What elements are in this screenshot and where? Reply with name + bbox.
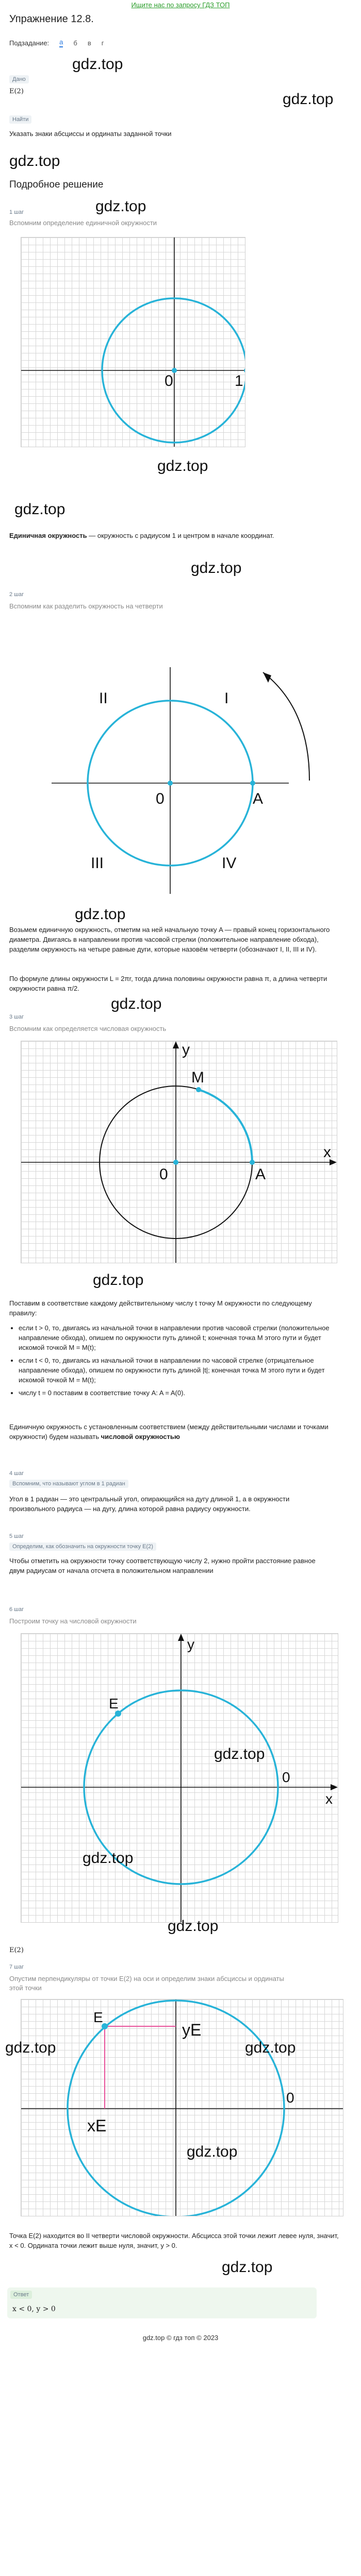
step-4-label: 4 шаг xyxy=(9,1470,24,1477)
watermark: gdz.top xyxy=(214,1745,265,1762)
find-label: Найти xyxy=(9,115,31,124)
step-7-hint: Опустим перпендикуляры от точки E(2) на оси и определим знаки абсциссы и ординаты этой точки xyxy=(9,1975,284,1992)
step-3-hint: Вспомним как определяется числовая окружность xyxy=(9,1025,167,1032)
watermark: gdz.top xyxy=(83,1850,134,1867)
conclusion-term: числовой окружностью xyxy=(101,1433,180,1440)
step-6-label: 6 шаг xyxy=(9,1606,24,1613)
zero-label: 0 xyxy=(286,2090,294,2106)
axis-zero-label: 0 xyxy=(165,372,173,389)
rule-bullet-negative: • если t < 0, то, двигаясь из начальной точки в направлении по часовой стрелке (отрицательное направление обхода), опишем по окружности путь длиной |t|; конечная точка M этого пути и будет искомой точкой M = M(t); xyxy=(19,1355,339,1385)
quarter-IV-label: IV xyxy=(222,855,237,872)
subtask-option-v[interactable]: в xyxy=(87,39,91,47)
point-e-svg xyxy=(21,1634,338,1922)
point-e-label: E xyxy=(109,1696,119,1711)
point-e-figure xyxy=(21,1633,338,1923)
zero-label: 0 xyxy=(159,1166,168,1183)
mark-point-text: Чтобы отметить на окружности точку соответствующую числу 2, нужно пройти расстояние равное двум радиусам от начала отсчета в положительном направлении xyxy=(9,1557,316,1574)
watermark: gdz.top xyxy=(157,457,208,474)
watermark: gdz.top xyxy=(245,2039,296,2056)
watermark: gdz.top xyxy=(93,1272,144,1289)
point-a xyxy=(250,1160,255,1165)
x-axis-arrow-icon xyxy=(331,1784,338,1790)
subtask-option-b[interactable]: б xyxy=(73,39,77,47)
numeric-circle-svg xyxy=(21,1041,337,1263)
step-4-pill: Вспомним, что называют углом в 1 радиан xyxy=(9,1480,128,1488)
watermark: gdz.top xyxy=(191,560,242,577)
point-a-label: A xyxy=(253,790,264,807)
step-5-pill: Определим, как обозначить на окружности точку E(2) xyxy=(9,1543,156,1551)
rule-list xyxy=(9,1323,339,1401)
unit-circle-definition xyxy=(9,531,319,540)
step-1-hint: Вспомним определение единичной окружности xyxy=(9,219,157,227)
subtask-selector xyxy=(9,38,104,47)
x-axis-label: x xyxy=(325,1791,333,1807)
projection-svg xyxy=(21,1999,343,2216)
subtask-option-a[interactable]: а xyxy=(59,38,63,47)
watermark: gdz.top xyxy=(283,91,334,108)
point-e-caption: E(2) xyxy=(9,1946,24,1954)
watermark: gdz.top xyxy=(111,995,162,1012)
step-2-label: 2 шаг xyxy=(9,591,24,598)
watermark: gdz.top xyxy=(9,152,60,170)
definition-text: — окружность с радиусом 1 и центром в начале координат. xyxy=(87,532,274,539)
conclusion-text: Единичную окружность с установленным соответствием (между действительными числами и точками окружности) будем называть xyxy=(9,1423,329,1440)
page-title: Упражнение 12.8. xyxy=(9,13,94,25)
rule-bullets xyxy=(9,1323,339,1398)
y-axis-label: y xyxy=(182,1041,190,1058)
quarter-I-label: I xyxy=(224,690,229,707)
origin-point xyxy=(168,781,173,786)
step-6-hint: Построим точку на числовой окружности xyxy=(9,1617,137,1625)
step-1-label: 1 шаг xyxy=(9,209,24,215)
quarters-svg xyxy=(41,626,340,894)
watermark: gdz.top xyxy=(95,198,146,215)
footer-text: gdz.top © гдз топ © 2023 xyxy=(142,2334,219,2342)
find-text: Указать знаки абсциссы и ординаты заданной точки xyxy=(9,130,172,138)
numeric-circle-figure xyxy=(21,1041,337,1263)
top-search-link[interactable]: Ищите нас по запросу ГДЗ ТОП xyxy=(131,1,230,9)
point-a-label: A xyxy=(255,1166,266,1183)
point-e-label: E xyxy=(93,2009,103,2025)
arc-path xyxy=(199,1090,252,1162)
watermark: gdz.top xyxy=(222,2259,273,2276)
watermark: gdz.top xyxy=(168,1918,219,1935)
watermark: gdz.top xyxy=(5,2039,56,2056)
radian-text: Угол в 1 радиан — это центральный угол, опирающийся на дугу длиной 1, а в окружности произвольного радиуса — на дугу, длина которой равна радиусу окружности. xyxy=(9,1495,290,1513)
point-m xyxy=(196,1087,201,1092)
x-axis-label: x xyxy=(323,1144,331,1161)
y-axis-arrow-icon xyxy=(173,1041,179,1048)
projection-figure xyxy=(21,1999,343,2216)
rule-intro: Поставим в соответствие каждому действительному числу t точку M окружности по следующему правилу: xyxy=(9,1299,312,1317)
point-m-label: M xyxy=(191,1069,204,1086)
point-a xyxy=(250,781,255,786)
watermark: gdz.top xyxy=(72,56,123,73)
quarter-III-label: III xyxy=(91,855,104,872)
quarters-paragraph: Возьмем единичную окружность, отметим на ней начальную точку A — правый конец горизонтального диаметра. Двигаясь в направлении против часовой стрелки (положительное направление обхода), разделим окружность на четыре равные дуги, которые назовём четверти (обозначают I, II, III и IV). xyxy=(9,926,330,953)
watermark: gdz.top xyxy=(187,2143,238,2160)
y-axis-label: y xyxy=(187,1636,194,1652)
quarters-formula: По формуле длины окружности L = 2πr, тогда длина половины окружности равна π, а длина четверти окружности равна π/2. xyxy=(9,975,327,992)
rule-bullet-positive: • если t > 0, то, двигаясь из начальной точки в направлении против часовой стрелки (положительное направление обхода), опишем по окружности путь длиной t; конечная точка M этого пути и будет искомой точкой M = M(t); xyxy=(19,1323,339,1352)
unit-circle-svg xyxy=(21,238,245,447)
y-axis-arrow-icon xyxy=(178,1634,184,1641)
origin-point xyxy=(173,1160,178,1165)
ordinate-label: yE xyxy=(182,2021,202,2039)
answer-value: x < 0, y > 0 xyxy=(12,2305,56,2313)
direction-arrow-icon xyxy=(263,672,271,683)
subtask-label: Подзадание: xyxy=(9,39,50,47)
answer-label: Ответ xyxy=(10,2291,32,2299)
watermark: gdz.top xyxy=(14,501,65,518)
direction-arc xyxy=(263,672,309,781)
rule-bullet-zero: • числу t = 0 поставим в соответствие точку A: A = A(0). xyxy=(19,1388,339,1398)
zero-label: 0 xyxy=(282,1769,290,1785)
unit-circle-figure xyxy=(21,237,245,447)
step-2-hint: Вспомним как разделить окружность на четверти xyxy=(9,602,163,610)
step-3-label: 3 шаг xyxy=(9,1014,24,1020)
quarter-II-label: II xyxy=(99,690,108,707)
point-one xyxy=(244,368,245,373)
sign-conclusion: Точка E(2) находится во II четверти числовой окружности. Абсцисса этой точки лежит левее нуля, значит, x < 0. Ордината точки лежит выше нуля, значит, y > 0. xyxy=(9,2232,339,2249)
definition-term: Единичная окружность xyxy=(9,532,87,539)
watermark: gdz.top xyxy=(75,906,126,923)
zero-label: 0 xyxy=(156,790,165,807)
given-value: E(2) xyxy=(9,88,24,95)
axis-one-label: 1 xyxy=(235,372,243,389)
numeric-circle-conclusion xyxy=(9,1422,329,1442)
solution-title: Подробное решение xyxy=(9,179,104,190)
step-7-label: 7 шаг xyxy=(9,1964,24,1970)
given-label: Дано xyxy=(9,75,29,83)
answer-box xyxy=(7,2287,317,2318)
abscissa-label: xE xyxy=(87,2116,107,2135)
quarters-figure xyxy=(41,626,340,894)
subtask-option-g[interactable]: г xyxy=(101,39,104,47)
step-5-label: 5 шаг xyxy=(9,1533,24,1539)
